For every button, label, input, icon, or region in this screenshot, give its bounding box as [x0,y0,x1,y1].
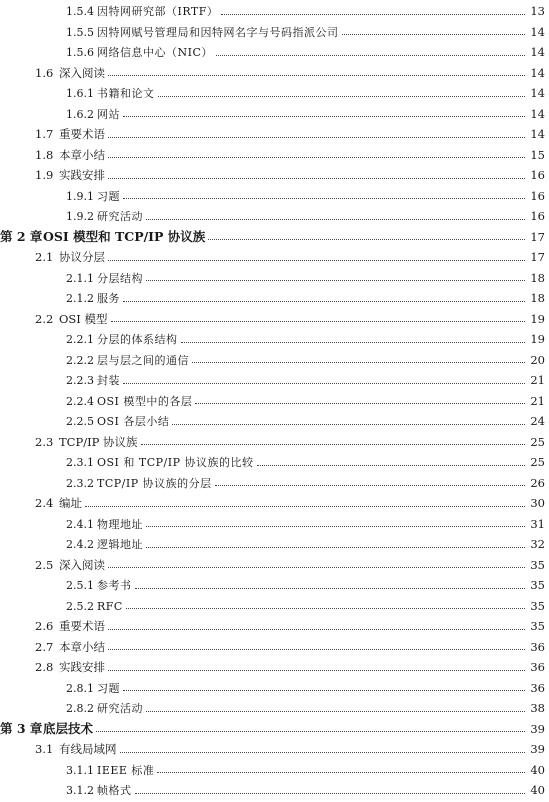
toc-section-entry[interactable] [0,432,549,453]
toc-entry-page-number: 25 [530,455,545,469]
dot-leader [181,342,526,343]
toc-entry-page-number: 21 [530,393,545,408]
toc-section-entry[interactable] [0,165,549,186]
toc-entry-title: 网站 [97,107,120,121]
toc-entry-title: RFC [97,599,123,613]
toc-entry-page-number: 21 [530,373,545,387]
toc-section-entry[interactable] [0,63,549,84]
dot-leader [108,649,525,650]
toc-entry-number: 1.7 [35,127,54,141]
toc-entry-number: 1.9.2 [66,210,94,223]
toc-entry-title: 重要术语 [59,619,105,633]
toc-section-entry[interactable] [0,124,549,145]
toc-entry-page-number: 15 [530,147,545,162]
toc-subsection-entry[interactable] [0,104,549,125]
dot-leader [157,772,525,773]
toc-entry-number: 2.2.1 [66,333,94,346]
toc-subsection-entry[interactable] [0,780,549,801]
toc-entry-number: 1.6.2 [66,107,94,121]
toc-entry-title: 研究活动 [97,210,143,223]
toc-entry-number: 2.2.4 [66,394,94,408]
toc-entry-page-number: 40 [530,762,545,777]
toc-entry-number: 2.3.2 [66,476,94,490]
toc-entry-title: 深入阅读 [59,65,105,80]
toc-entry-number: 2.1.1 [66,271,94,285]
toc-entry-number: 2.6 [35,619,54,633]
toc-entry-title: 书籍和论文 [97,87,155,100]
dot-leader [120,752,526,753]
toc-entry-number: 1.6.1 [66,87,94,100]
toc-entry-number: 1.5.4 [66,5,94,18]
toc-section-entry[interactable] [0,739,549,760]
toc-entry-title: OSI 模型 [59,311,108,326]
toc-entry-number: 2.2.2 [66,353,94,367]
toc-subsection-entry[interactable] [0,534,549,555]
toc-entry-number: 2.5 [35,557,54,572]
toc-entry-title: 重要术语 [59,127,105,141]
toc-entry-number: 3.1 [35,742,54,756]
toc-entry-page-number: 40 [530,783,545,797]
toc-entry-page-number: 35 [530,619,545,633]
toc-entry-title: TCP/IP 协议族 [59,434,138,449]
toc-entry-page-number: 39 [530,721,545,736]
toc-entry-title: 实践安排 [59,168,105,182]
toc-entry-page-number: 19 [530,311,545,326]
toc-entry-title: 参考书 [97,579,132,592]
toc-entry-page-number: 14 [530,65,545,80]
toc-entry-number: 2.2 [35,311,54,326]
dot-leader [146,711,525,712]
dot-leader [123,690,525,691]
toc-entry-number: 2.5.1 [66,579,94,592]
dot-leader [108,670,525,671]
dot-leader [208,239,525,240]
toc-subsection-entry[interactable] [0,678,549,699]
toc-entry-title: 本章小结 [59,639,105,654]
dot-leader [126,608,525,609]
toc-entry-page-number: 36 [530,639,545,654]
toc-entry-number: 2.4 [35,496,54,510]
toc-entry-page-number: 17 [530,250,545,264]
toc-entry-page-number: 25 [530,434,545,449]
toc-entry-title: 层与层之间的通信 [97,353,189,367]
toc-entry-page-number: 24 [530,414,545,428]
toc-chapter-entry[interactable] [0,227,549,248]
toc-section-entry[interactable] [0,555,549,576]
toc-entry-title: 有线局域网 [59,742,117,756]
toc-entry-number: 2.5.2 [66,599,94,613]
toc-subsection-entry[interactable] [0,42,549,63]
toc-subsection-entry[interactable] [0,288,549,309]
toc-entry-title: IEEE 标准 [97,763,155,777]
dot-leader [123,301,525,302]
toc-subsection-entry[interactable] [0,268,549,289]
toc-entry-number: 1.5.6 [66,46,94,59]
dot-leader [108,567,525,568]
toc-section-entry[interactable] [0,145,549,166]
toc-entry-title: 帧格式 [97,784,132,797]
toc-entry-title: 因特网研究部（IRTF） [97,5,219,18]
toc-subsection-entry[interactable] [0,22,549,43]
toc-entry-page-number: 16 [530,209,545,223]
toc-entry-page-number: 14 [530,127,545,141]
dot-leader [108,75,525,76]
toc-entry-page-number: 14 [530,106,545,121]
toc-subsection-entry[interactable] [0,350,549,371]
toc-section-entry[interactable] [0,657,549,678]
toc-entry-number: 2.8.1 [66,681,94,695]
toc-section-entry[interactable] [0,247,549,268]
dot-leader [342,34,526,35]
toc-entry-number: 1.9 [35,168,54,182]
toc-entry-page-number: 17 [530,229,545,244]
toc-subsection-entry[interactable] [0,370,549,391]
toc-entry-title: 服务 [97,292,120,305]
toc-entry-title: 研究活动 [97,702,143,715]
dot-leader [146,547,525,548]
dot-leader [85,506,525,507]
dot-leader [172,424,525,425]
dot-leader [141,444,525,445]
toc-entry-title: 分层的体系结构 [97,333,178,346]
toc-entry-number: 2.1 [35,250,54,264]
dot-leader [215,485,525,486]
dot-leader [111,321,525,322]
dot-leader [135,793,526,794]
toc-entry-title: 本章小结 [59,147,105,162]
toc-section-entry[interactable] [0,616,549,637]
dot-leader [108,137,525,138]
toc-entry-page-number: 36 [530,680,545,695]
toc-subsection-entry[interactable] [0,83,549,104]
toc-subsection-entry[interactable] [0,1,549,22]
toc-entry-page-number: 31 [530,516,545,531]
toc-chapter-entry[interactable] [0,719,549,740]
toc-entry-title: 网络信息中心（NIC） [97,46,213,59]
dot-leader [123,198,525,199]
toc-entry-number: 2.2.5 [66,415,94,428]
toc-section-entry[interactable] [0,637,549,658]
toc-entry-title: OSI 模型中的各层 [97,394,193,408]
toc-entry-page-number: 38 [530,701,545,715]
toc-entry-number: 2.8 [35,660,54,674]
toc-subsection-entry[interactable] [0,206,549,227]
toc-subsection-entry[interactable] [0,596,549,617]
toc-subsection-entry[interactable] [0,452,549,473]
toc-entry-number: 3.1.1 [66,763,94,777]
toc-entry-number: 1.9.1 [66,189,94,203]
toc-entry-page-number: 14 [530,24,545,39]
toc-entry-number: 2.8.2 [66,702,94,715]
toc-entry-page-number: 14 [530,45,545,59]
toc-entry-number: 1.6 [35,65,54,80]
toc-entry-page-number: 32 [530,537,545,551]
toc-entry-number: 2.4.2 [66,538,94,551]
toc-subsection-entry[interactable] [0,391,549,412]
dot-leader [216,55,525,56]
toc-entry-title: 协议分层 [59,250,105,264]
dot-leader [108,157,525,158]
dot-leader [108,260,525,261]
toc-entry-page-number: 13 [530,4,545,18]
toc-subsection-entry[interactable] [0,575,549,596]
toc-entry-page-number: 30 [530,496,545,510]
toc-entry-title: OSI 和 TCP/IP 协议族的比较 [97,456,254,469]
toc-entry-number: 2.7 [35,639,54,654]
toc-subsection-entry[interactable] [0,411,549,432]
dot-leader [192,362,525,363]
dot-leader [108,629,525,630]
toc-entry-title: 底层技术 [43,720,94,736]
toc-entry-title: 物理地址 [97,517,143,531]
dot-leader [257,465,526,466]
toc-entry-number: 2.3.1 [66,456,94,469]
toc-entry-number: 2.3 [35,434,54,449]
dot-leader [146,280,525,281]
toc-section-entry[interactable] [0,493,549,514]
toc-entry-number: 2.2.3 [66,374,94,387]
toc-entry-page-number: 35 [530,557,545,572]
toc-section-entry[interactable] [0,309,549,330]
dot-leader [158,96,526,97]
dot-leader [221,14,525,15]
toc-entry-number: 2.1.2 [66,292,94,305]
toc-entry-number: 3.1.2 [66,784,94,797]
toc-entry-title: OSI 模型和 TCP/IP 协议族 [43,228,206,244]
toc-entry-title: 习题 [97,189,120,203]
toc-subsection-entry[interactable] [0,760,549,781]
toc-entry-title: 习题 [97,681,120,695]
toc-entry-title: 封装 [97,374,120,387]
toc-entry-title: 逻辑地址 [97,538,143,551]
dot-leader [146,219,525,220]
toc-entry-page-number: 20 [530,352,545,367]
toc-entry-title: 因特网赋号管理局和因特网名字与号码指派公司 [97,25,339,39]
dot-leader [96,731,525,732]
toc-entry-page-number: 16 [530,168,545,182]
toc-subsection-entry[interactable] [0,329,549,350]
toc-entry-page-number: 35 [530,598,545,613]
dot-leader [123,116,525,117]
toc-subsection-entry[interactable] [0,514,549,535]
toc-entry-number: 1.8 [35,147,54,162]
toc-entry-title: TCP/IP 协议族的分层 [97,476,212,490]
toc-entry-page-number: 39 [530,742,545,756]
dot-leader [135,588,526,589]
toc-entry-title: 编址 [59,496,82,510]
toc-entry-title: OSI 各层小结 [97,415,170,428]
dot-leader [108,178,525,179]
toc-entry-page-number: 16 [530,188,545,203]
toc-entry-number: 1.5.5 [66,25,94,39]
toc-entry-page-number: 26 [530,475,545,490]
toc-entry-page-number: 18 [530,291,545,305]
toc-entry-title: 实践安排 [59,660,105,674]
toc-entry-page-number: 35 [530,578,545,592]
toc-entry-number: 第 3 章 [0,720,43,736]
toc-entry-page-number: 36 [530,660,545,674]
dot-leader [146,526,525,527]
toc-subsection-entry[interactable] [0,698,549,719]
toc-subsection-entry[interactable] [0,186,549,207]
toc-entry-page-number: 14 [530,86,545,100]
toc-entry-number: 第 2 章 [0,228,43,244]
dot-leader [195,403,525,404]
toc-subsection-entry[interactable] [0,473,549,494]
toc-entry-page-number: 18 [530,270,545,285]
toc-entry-number: 2.4.1 [66,517,94,531]
toc-entry-title: 深入阅读 [59,557,105,572]
dot-leader [123,383,525,384]
toc-entry-page-number: 19 [530,332,545,346]
toc-entry-title: 分层结构 [97,271,143,285]
